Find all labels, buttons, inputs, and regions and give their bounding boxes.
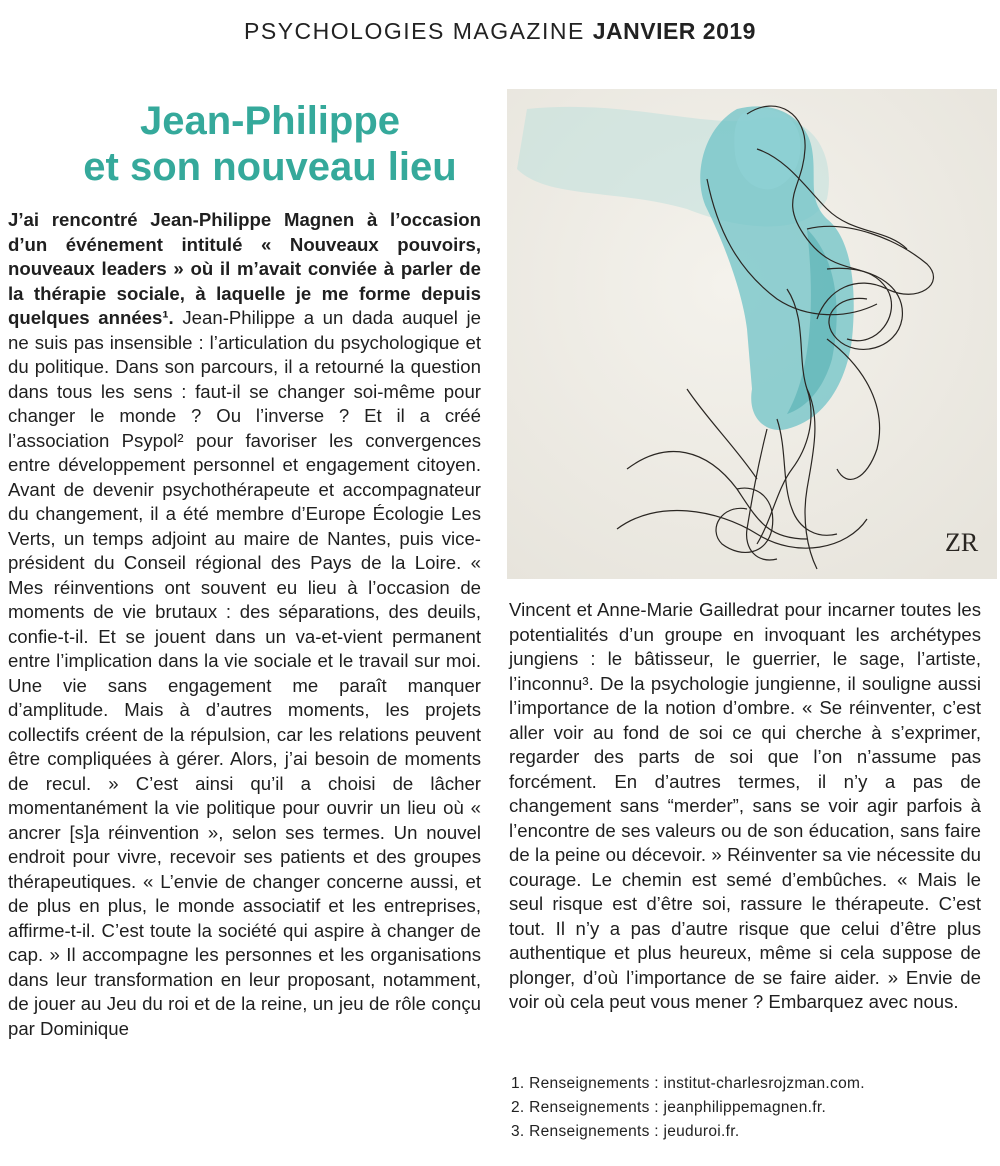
illustration-canvas	[507, 89, 997, 579]
issue-month: JANVIER 2019	[592, 18, 756, 44]
artist-signature: ZR	[945, 528, 979, 557]
magazine-name: PSYCHOLOGIES MAGAZINE	[244, 18, 585, 44]
title-line-2: et son nouveau lieu	[83, 145, 457, 189]
footnote-1: 1. Renseignements : institut-charlesrojzman.com.	[511, 1075, 865, 1092]
article-body-left: Jean-Philippe a un dada auquel je ne suis pas insensible : l’articulation du psychologique et du politique. Dans son parcours, il a retourné la question dans tous les sens : faut-il se changer soi-même pour changer le monde ? Ou l’inverse ? Et il a créé l’association Psypol² pour favoriser les convergences entre développement personnel et engagement citoyen. Avant de devenir psychothérapeute et accompagnateur du changement, il a été membre d’Europe Écologie Les Verts, un temps adjoint au maire de Nantes, puis vice-président du Conseil régional des Pays de la Loire. « Mes réinventions ont souvent eu lieu à l’occasion de moments de vie brutaux : des séparations, des deuils, confie-t-il. Et se jouent dans un va-et-vient permanent entre l’implication dans la vie sociale et le travail sur moi. Une vie sans engagement me paraît manquer d’amplitude. Mais à d’autres moments, les projets collectifs créent de la répulsion, car les relations peuvent être compliquées à gérer. Alors, j’ai besoin de moments de recul. » C’est ainsi qu’il a choisi de lâcher momentanément la vie politique pour ouvrir un lieu où « ancrer [s]a réinvention », selon ses termes. Un nouvel endroit pour vivre, recevoir ses patients et des groupes thérapeutiques. « L’envie de changer concerne aussi, et de plus en plus, le monde associatif et les entreprises, affirme-t-il. C’est toute la société qui aspire à changer de cap. » Il accompagne les personnes et les organisations dans leur transformation en leur proposant, notamment, de jouer au Jeu du roi et de la reine, un jeu de rôle conçu par Dominique	[8, 307, 481, 1039]
footnotes	[511, 1072, 981, 1144]
footnote-2: 2. Renseignements : jeanphilippemagnen.fr.	[511, 1099, 827, 1116]
article-column-right	[509, 598, 981, 1015]
illustration-thread-figure	[507, 89, 997, 579]
article-body-right: Vincent et Anne-Marie Gailledrat pour incarner toutes les potentialités d’un groupe en invoquant les archétypes jungiens : le bâtisseur, le guerrier, le sage, l’artiste, l’inconnu³. De la psychologie jungienne, il souligne aussi l’importance de la notion d’ombre. « Se réinventer, c’est aller voir au fond de soi ce qui cherche à s’exprimer, regarder des parts de soi que l’on n’assume pas forcément. En d’autres termes, il n’y a pas de changement sans “merder”, sans se voir agir parfois à l’encontre de ses valeurs ou de son éducation, sans faire de la peine ou décevoir. » Réinventer sa vie nécessite du courage. Le chemin est semé d’embûches. « Mais le seul risque est d’être soi, rassure le thérapeute. C’est tout. Il n’y a pas d’autre risque que celui d’être plus authentique et plus heureux, même si cela suppose de plonger, d’où l’importance de se faire aider. » Envie de voir où cela peut vous mener ? Embarquez avec nous.	[509, 599, 981, 1012]
article-lead: J’ai rencontré Jean-Philippe Magnen à l’occasion d’un événement intitulé « Nouveaux pouvoirs, nouveaux leaders » où il m’avait conviée à parler de la thérapie sociale, à laquelle je me forme depuis quelques années¹.	[8, 209, 481, 328]
article-title	[30, 98, 510, 190]
magazine-header	[0, 18, 1000, 45]
article-column-left	[8, 208, 481, 1041]
footnote-3: 3. Renseignements : jeuduroi.fr.	[511, 1123, 740, 1140]
title-line-1: Jean-Philippe	[139, 99, 401, 143]
